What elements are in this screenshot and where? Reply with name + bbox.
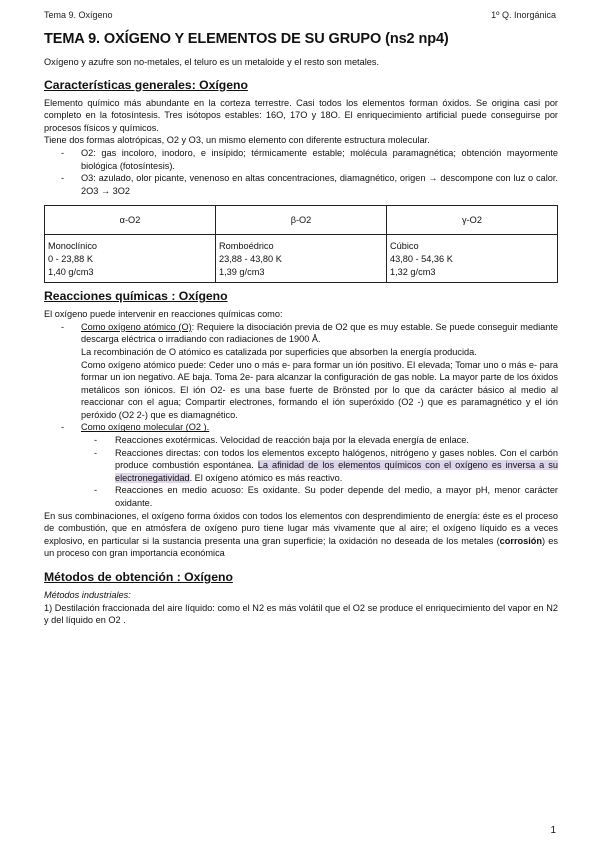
cell-line: Romboédrico (219, 241, 274, 252)
cell-line: Cúbico (390, 241, 419, 252)
atomic-oxygen-text: : Requiere la disociación previa de O2 que es muy estable. Se puede conseguir mediante descarga eléctrica o irradiando con radiaciones de 1900 Å. (81, 321, 558, 345)
document-body (44, 30, 558, 627)
list-item (81, 447, 558, 485)
molecular-sublist (81, 434, 558, 510)
methods-heading-text: Métodos de obtención : Oxígeno (44, 570, 233, 584)
list-item: - O3: azulado, olor picante, venenoso en altas concentraciones, diamagnético, origen → descompone con luz o calor. 2O3 → 3O2 (44, 172, 558, 197)
header-right: 1º Q. Inorgánica (491, 10, 556, 20)
cell-line: 1,32 g/cm3 (390, 266, 436, 277)
atomic-oxygen-p2: La recombinación de O atómico es catalizada por superficies que absorben la energía producida. (81, 346, 477, 357)
cell-line: 1,40 g/cm3 (48, 266, 94, 277)
header-left: Tema 9. Oxígeno (44, 10, 113, 20)
table-cell (387, 235, 558, 283)
list-item: - Reacciones en medio acuoso: Es oxidante. Su poder depende del medio, a mayor pH, menor carácter oxidante. (81, 484, 558, 509)
list-item (44, 421, 558, 509)
section-heading-methods (44, 570, 558, 585)
list-item: - O2: gas incoloro, inodoro, e insípido; térmicamente estable; molécula paramagnética; obtención mayormente biológica (fotosíntesis). (44, 147, 558, 172)
cell-line: 0 - 23,88 K (48, 253, 93, 264)
molecular-oxygen-label: Como oxígeno molecular (O2 ). (81, 422, 210, 433)
methods-paragraph-1: 1) Destilación fraccionada del aire líquido: como el N2 es más volátil que el O2 se produce el enriquecimiento del vapor en N2 y del líquido en O2 . (44, 602, 558, 626)
text-span: Reacciones directas: con todos los elementos excepto halógenos, nitrógeno y gases nobles. Con el carbón produce combustión espontánea. (115, 447, 558, 471)
reactions-intro: El oxígeno puede intervenir en reacciones químicas como: (44, 309, 283, 320)
phases-table (44, 205, 558, 283)
list-item: - Reacciones exotérmicas. Velocidad de reacción baja por la elevada energía de enlace. (81, 434, 558, 447)
table-header: α-O2 (45, 206, 216, 235)
text-span: En sus combinaciones, el oxígeno forma óxidos con todos los elementos con desprendimiento de energía: éste es el proceso de combustión, que en atmósfera de oxígeno puro tiene lugar más vivamente que al aire; el oxígeno líquido es a veces explosivo, en particular si la sustancia presenta una gran superficie; la oxidación no deseada de los metales ( (44, 510, 558, 546)
table-cell (45, 235, 216, 283)
allotrope-list (44, 147, 558, 197)
cell-line: 43,80 - 54,36 K (390, 253, 453, 264)
page-number: 1 (550, 825, 556, 836)
text-span: ) es un proceso con gran importancia económica (44, 535, 558, 559)
atomic-oxygen-p3: Como oxígeno atómico puede: Ceder uno o más e- para formar un ión positivo. EI elevada; Tomar uno o más e- para formar un ion negativo. AE baja. Toma 2e- para alcanzar la configuración de gas noble. La mayor parte de los óxidos metálicos son iónicos. El ión O2- es una base fuerte de Brönsted por lo que da carácter básico al medio al reaccionar con el agua; Compartir electrones, formando el ión superóxido (O2 -) que es paramagnético y el ión peróxido (O2 2-) que es diamagnético. (81, 359, 558, 420)
cell-line: 23,88 - 43,80 K (219, 253, 282, 264)
bold-term: corrosión (499, 535, 543, 546)
general-paragraph-1: Elemento químico más abundante en la corteza terrestre. Casi todos los elementos forman óxidos. Se origina casi por completo en la fotosíntesis. Tres isótopos estables: 16O, 17O y 18O. El enriquecimiento artificial puede conseguirse por procesos físicos y químicos. (44, 97, 558, 133)
cell-line: Monoclínico (48, 241, 98, 252)
general-paragraph-2: Tiene dos formas alotrópicas, O2 y O3, un mismo elemento con diferente estructura molecular. (44, 135, 430, 146)
page-title: TEMA 9. OXÍGENO Y ELEMENTOS DE SU GRUPO (ns2 np4) (44, 31, 449, 47)
section-heading-reactions: Reacciones químicas : Oxígeno (44, 289, 228, 304)
table-header: γ-O2 (387, 206, 558, 235)
combustion-paragraph (44, 510, 558, 560)
table-cell (216, 235, 387, 283)
table-header: β-O2 (216, 206, 387, 235)
text-span: . El oxígeno atómico es más reactivo. (189, 472, 343, 483)
table-row (45, 235, 558, 283)
intro-paragraph: Oxígeno y azufre son no-metales, el teluro es un metaloide y el resto son metales. (44, 57, 380, 67)
cell-line: 1,39 g/cm3 (219, 266, 265, 277)
methods-subheading: Métodos industriales: (44, 590, 131, 600)
section-heading-general: Características generales: Oxígeno (44, 77, 248, 92)
list-item (44, 321, 558, 422)
reactions-list (44, 321, 558, 510)
atomic-oxygen-label: Como oxígeno atómico (O) (81, 321, 192, 332)
highlighted-text: La afinidad de los elementos químicos con el oxígeno es inversa a su electronegatividad (115, 460, 558, 483)
